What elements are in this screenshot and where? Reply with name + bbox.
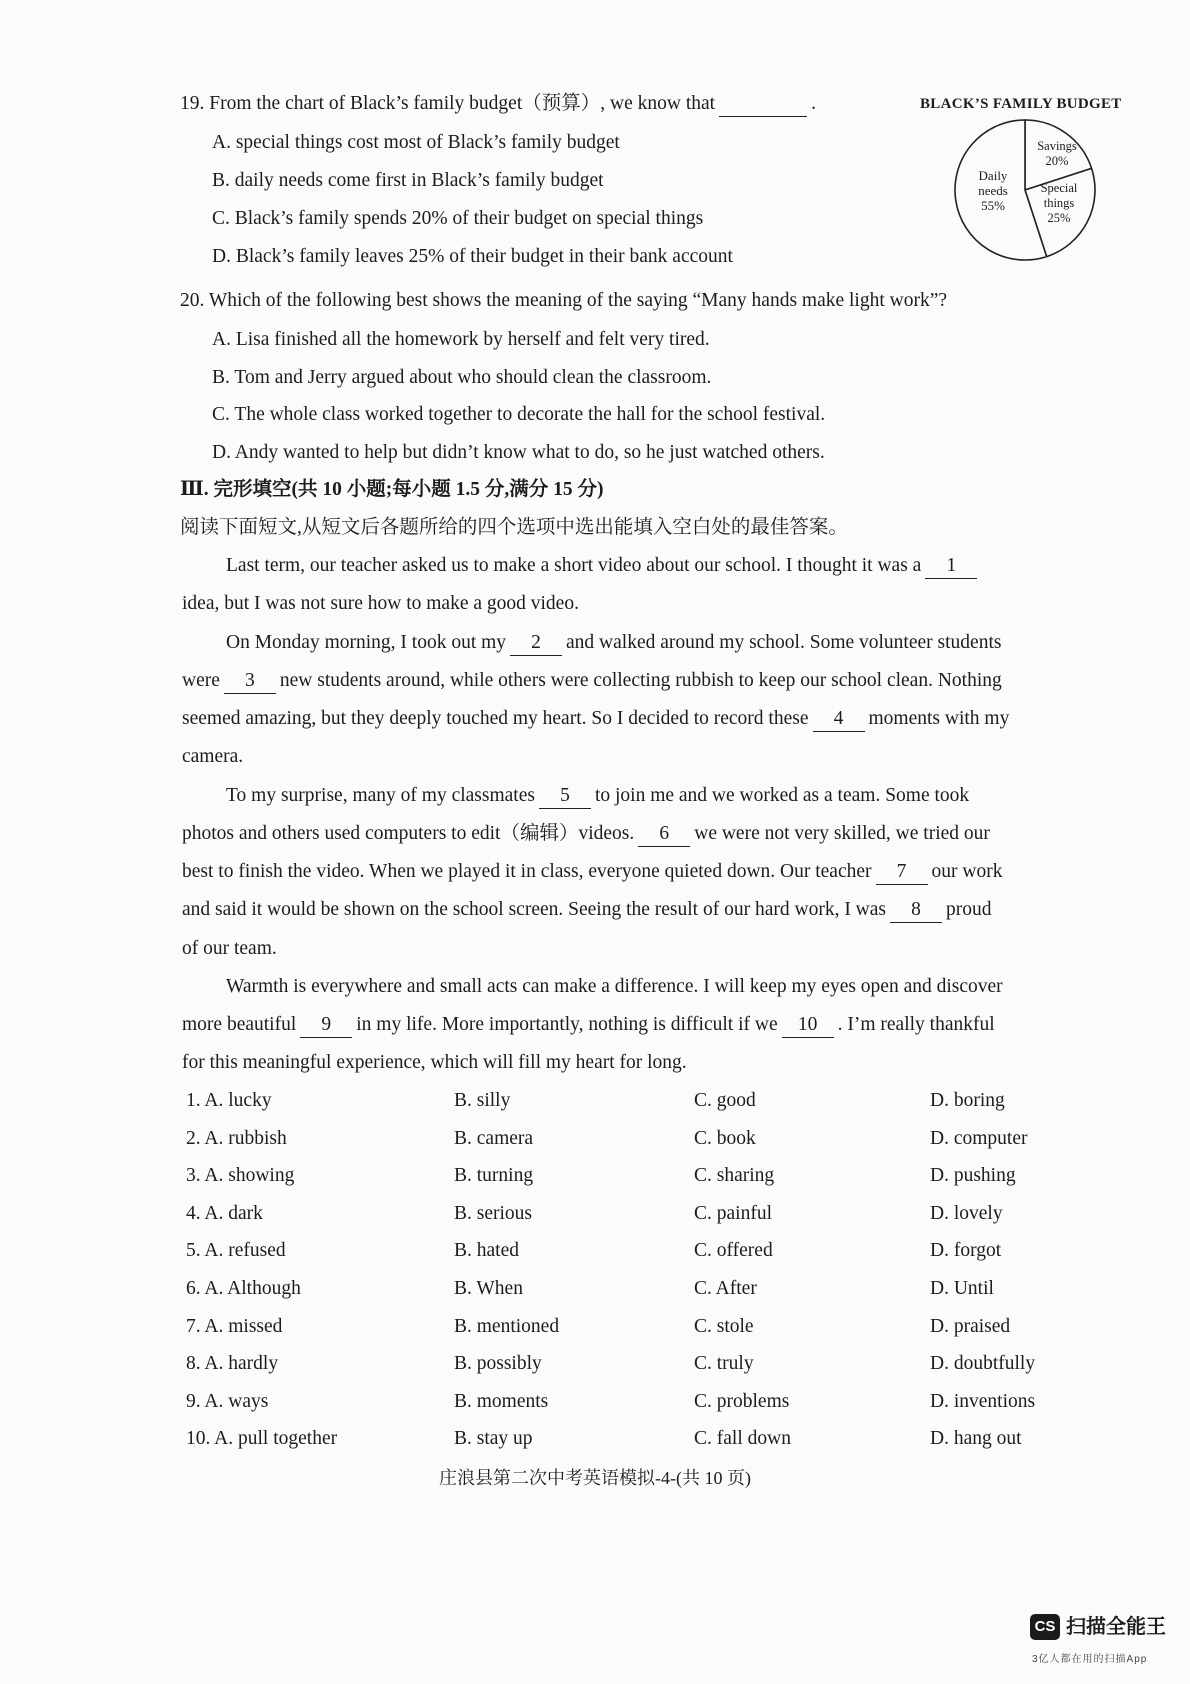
blank-6: 6 xyxy=(638,822,690,847)
choice-option: D. lovely xyxy=(930,1202,1003,1224)
choice-option: B. possibly xyxy=(454,1353,542,1375)
choice-option: B. mentioned xyxy=(454,1315,560,1337)
q19-answer-blank xyxy=(719,92,807,117)
camscanner-name: 扫描全能王 xyxy=(1066,1616,1166,1638)
choice-option: 1. A. lucky xyxy=(186,1090,272,1111)
choice-option: C. After xyxy=(694,1278,757,1299)
blank-10: 10 xyxy=(782,1013,834,1038)
choice-option: C. fall down xyxy=(694,1428,791,1450)
choice-option: C. sharing xyxy=(694,1165,775,1187)
pie-slice-label: Special things 25% xyxy=(1040,181,1078,225)
choice-option: D. forgot xyxy=(930,1240,1002,1262)
q19-option-a: A. special things cost most of Black’s family budget xyxy=(212,132,620,153)
blank-2: 2 xyxy=(510,631,562,656)
q20-option-d: D. Andy wanted to help but didn’t know what to do, so he just watched others. xyxy=(212,442,825,463)
choice-option: C. painful xyxy=(694,1202,772,1224)
choice-option: 8. A. hardly xyxy=(186,1353,279,1375)
q20-stem: 20. Which of the following best shows the meaning of the saying “Many hands make light work”? xyxy=(180,290,948,311)
choice-option: 2. A. rubbish xyxy=(186,1127,287,1149)
passage-line: Last term, our teacher asked us to make a short video about our school. I thought it was a 1 xyxy=(226,554,981,579)
choice-option: D. hang out xyxy=(930,1428,1022,1450)
q20-option-b: B. Tom and Jerry argued about who should clean the classroom. xyxy=(212,367,712,388)
choice-option: 6. A. Although xyxy=(186,1278,301,1299)
choice-option: D. computer xyxy=(930,1127,1028,1149)
choice-option: C. truly xyxy=(694,1353,754,1375)
choice-option: 5. A. refused xyxy=(186,1240,286,1262)
passage-line: of our team. xyxy=(182,938,277,959)
choice-option: 7. A. missed xyxy=(186,1315,283,1337)
passage-line: camera. xyxy=(182,746,244,767)
choice-option: B. camera xyxy=(454,1127,534,1149)
q19-option-b: B. daily needs come first in Black’s family budget xyxy=(212,170,604,191)
choice-option: D. doubtfully xyxy=(930,1353,1036,1375)
passage-line: Warmth is everywhere and small acts can make a difference. I will keep my eyes open and discover xyxy=(226,976,1003,997)
choice-option: B. serious xyxy=(454,1202,532,1224)
blank-3: 3 xyxy=(224,669,276,694)
chart-title: BLACK’S FAMILY BUDGET xyxy=(920,96,1122,112)
q20-option-a: A. Lisa finished all the homework by herself and felt very tired. xyxy=(212,329,710,350)
choice-option: D. pushing xyxy=(930,1165,1016,1187)
choice-option: C. good xyxy=(694,1090,756,1111)
passage-line: more beautiful 9 in my life. More importantly, nothing is difficult if we 10 . I’m really thankful xyxy=(182,1013,995,1038)
choice-option: C. book xyxy=(694,1127,756,1149)
choice-option: B. stay up xyxy=(454,1428,533,1450)
pie-slice-label: Savings 20% xyxy=(1037,139,1077,168)
pie-slice-label: Daily needs 55% xyxy=(978,168,1008,213)
camscanner-tagline: 3亿人都在用的扫描App xyxy=(1032,1654,1148,1665)
blank-1: 1 xyxy=(925,554,977,579)
choice-option: C. offered xyxy=(694,1240,773,1262)
blank-9: 9 xyxy=(300,1013,352,1038)
blank-8: 8 xyxy=(890,898,942,923)
choice-option: B. silly xyxy=(454,1090,511,1111)
choice-option: C. problems xyxy=(694,1390,790,1412)
q19-option-c: C. Black’s family spends 20% of their budget on special things xyxy=(212,208,704,229)
choice-option: B. When xyxy=(454,1278,523,1299)
passage-line: photos and others used computers to edit（编辑）videos. 6 we were not very skilled, we tried our xyxy=(182,822,990,847)
blank-4: 4 xyxy=(813,707,865,732)
passage-line: On Monday morning, I took out my 2 and walked around my school. Some volunteer students xyxy=(226,631,1001,656)
page-footer: 庄浪县第二次中考英语模拟-4-(共 10 页) xyxy=(439,1468,751,1488)
choice-option: 3. A. showing xyxy=(186,1165,295,1187)
camscanner-logo: CS xyxy=(1030,1614,1060,1640)
choice-option: B. moments xyxy=(454,1390,549,1412)
passage-line: seemed amazing, but they deeply touched my heart. So I decided to record these 4 moments with my xyxy=(182,707,1009,732)
passage-line: To my surprise, many of my classmates 5 to join me and we worked as a team. Some took xyxy=(226,784,969,809)
passage-line: and said it would be shown on the school screen. Seeing the result of our hard work, I was 8 proud xyxy=(182,898,992,923)
choice-option: D. praised xyxy=(930,1315,1011,1337)
choice-option: B. hated xyxy=(454,1240,519,1262)
choice-option: D. boring xyxy=(930,1090,1005,1111)
passage-line: idea, but I was not sure how to make a good video. xyxy=(182,593,579,614)
choice-option: 9. A. ways xyxy=(186,1390,269,1412)
choice-option: 4. A. dark xyxy=(186,1202,263,1224)
choice-option: 10. A. pull together xyxy=(186,1428,338,1450)
q20-option-c: C. The whole class worked together to decorate the hall for the school festival. xyxy=(212,404,826,425)
budget-pie-chart xyxy=(950,115,1100,265)
q19-option-d: D. Black’s family leaves 25% of their budget in their bank account xyxy=(212,246,733,267)
passage-line: were 3 new students around, while others were collecting rubbish to keep our school clean. Nothing xyxy=(182,669,1002,694)
blank-5: 5 xyxy=(539,784,591,809)
section-heading: Ⅲ. 完形填空(共 10 小题;每小题 1.5 分,满分 15 分) xyxy=(180,479,604,500)
blank-7: 7 xyxy=(876,860,928,885)
choice-option: D. inventions xyxy=(930,1390,1036,1412)
passage-line: for this meaningful experience, which will fill my heart for long. xyxy=(182,1052,687,1073)
section-instruction: 阅读下面短文,从短文后各题所给的四个选项中选出能填入空白处的最佳答案。 xyxy=(180,517,848,538)
passage-line: best to finish the video. When we played it in class, everyone quieted down. Our teacher 7 our work xyxy=(182,860,1002,885)
choice-option: C. stole xyxy=(694,1315,754,1337)
q19-stem: 19. From the chart of Black’s family budget（预算）, we know that . xyxy=(180,92,816,117)
choice-option: D. Until xyxy=(930,1278,994,1299)
choice-option: B. turning xyxy=(454,1165,534,1187)
